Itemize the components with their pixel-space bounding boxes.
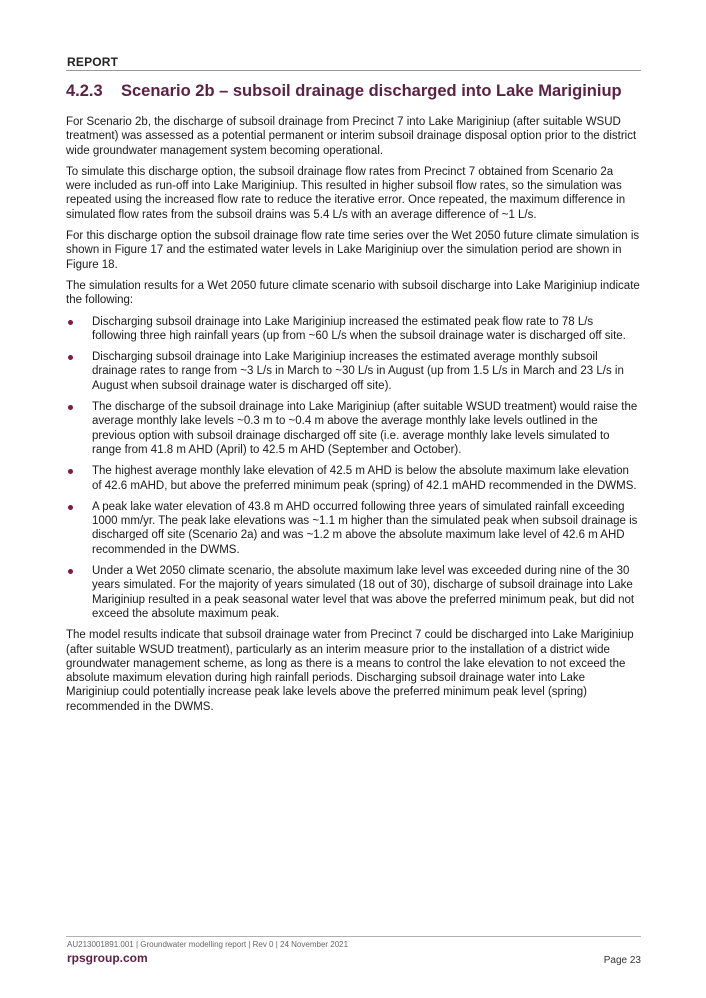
results-bullet-list — [66, 315, 640, 622]
bullet-item — [66, 400, 640, 457]
bullet-item — [66, 315, 640, 344]
bullet-text: The highest average monthly lake elevation of 42.5 m AHD is below the absolute maximum lake elevation of 42.6 mAHD, but above the preferred minimum peak (spring) of 42.1 mAHD recommended in the DWMS. — [92, 465, 637, 492]
bullet-dot-icon — [68, 505, 73, 510]
bullet-dot-icon — [68, 320, 73, 325]
page-number: Page 23 — [603, 955, 641, 966]
report-header-label: REPORT — [67, 55, 119, 69]
section-heading — [66, 82, 622, 101]
bullet-text: Discharging subsoil drainage into Lake Mariginiup increases the estimated average monthly subsoil drainage rates to range from ~3 L/s in March to ~30 L/s in August (up from 1.5 L/s in March and 23 L/s in August when subsoil drainage water is discharged off site). — [92, 351, 624, 392]
intro-paragraph-2: To simulate this discharge option, the subsoil drainage flow rates from Precinct 7 obtained from Scenario 2a were included as run-off into Lake Mariginiup. This resulted in higher subsoil flow rates, so the simulation was repeated using the increased flow rate to reduce the iterative error. Once repeated, the maximum difference in simulated flow rates from the subsoil drains was 5.4 L/s with an average difference of ~1 L/s. — [66, 165, 626, 221]
intro-paragraph-3: For this discharge option the subsoil drainage flow rate time series over the Wet 2050 future climate simulation is shown in Figure 17 and the estimated water levels in Lake Mariginiup over the simulation period are shown in Figure 18. — [66, 230, 640, 271]
bullet-text: Under a Wet 2050 climate scenario, the absolute maximum lake level was exceeded during nine of the 30 years simulated. For the majority of years simulated (18 out of 30), discharge of subsoil drainage into Lake Mariginiup resulted in a peak seasonal water level that was above the preferred minimum peak, but did not exceed the absolute maximum peak. — [92, 565, 635, 620]
bullet-dot-icon — [68, 469, 73, 474]
conclusion-paragraph: The model results indicate that subsoil drainage water from Precinct 7 could be discharged into Lake Mariginiup (after suitable WSUD treatment), particularly as an interim measure prior to the installation of a district wide groundwater management scheme, as long as there is a means to control the lake elevation to not exceed the absolute maximum elevation during high rainfall periods. Discharging subsoil drainage water into Lake Mariginiup could potentially increase peak lake levels above the preferred minimum peak level (spring) recommended in the DWMS. — [66, 629, 634, 713]
bullet-dot-icon — [68, 569, 73, 574]
footer-divider — [66, 936, 641, 937]
bullet-item — [66, 350, 640, 393]
bullet-text: Discharging subsoil drainage into Lake Mariginiup increased the estimated peak flow rate to 78 L/s following three high rainfall years (up from ~60 L/s when the subsoil drainage water is discharged off site. — [92, 315, 626, 342]
section-number: 4.2.3 — [66, 82, 103, 100]
bullet-dot-icon — [68, 405, 73, 410]
bullet-text: The discharge of the subsoil drainage into Lake Mariginiup (after suitable WSUD treatment) would raise the average monthly lake levels ~0.3 m to ~0.4 m above the average monthly lake levels outlined in the previous option with subsoil drainage discharged off site (i.e. average monthly lake levels simulated to range from 41.8 m AHD (April) to 42.5 m AHD (September and October). — [92, 401, 638, 456]
intro-paragraph-1: For Scenario 2b, the discharge of subsoil drainage from Precinct 7 into Lake Mariginiup (after suitable WSUD treatment) was assessed as a potential permanent or interim subsoil drainage disposal option prior to the district wide groundwater management system becoming operational. — [66, 116, 637, 157]
section-title: Scenario 2b – subsoil drainage discharged into Lake Mariginiup — [121, 82, 622, 100]
bullet-item — [66, 464, 640, 493]
body-text — [66, 115, 640, 721]
intro-paragraph-4: The simulation results for a Wet 2050 future climate scenario with subsoil discharge into Lake Mariginiup indicate the following: — [66, 279, 640, 307]
bullet-item — [66, 564, 640, 621]
bullet-dot-icon — [68, 355, 73, 360]
header-divider — [66, 70, 641, 71]
bullet-item — [66, 500, 640, 557]
bullet-text: A peak lake water elevation of 43.8 m AHD occurred following three years of simulated rainfall exceeding 1000 mm/yr. The peak lake elevations was ~1.1 m higher than the simulated peak when subsoil drainage is discharged off site (Scenario 2a) and was ~1.2 m above the absolute maximum lake level of 42.6 m AHD recommended in the DWMS. — [92, 500, 638, 556]
footer-document-info: AU213001891.001 | Groundwater modelling report | Rev 0 | 24 November 2021 — [67, 940, 349, 949]
footer-website-link[interactable]: rpsgroup.com — [67, 951, 148, 965]
